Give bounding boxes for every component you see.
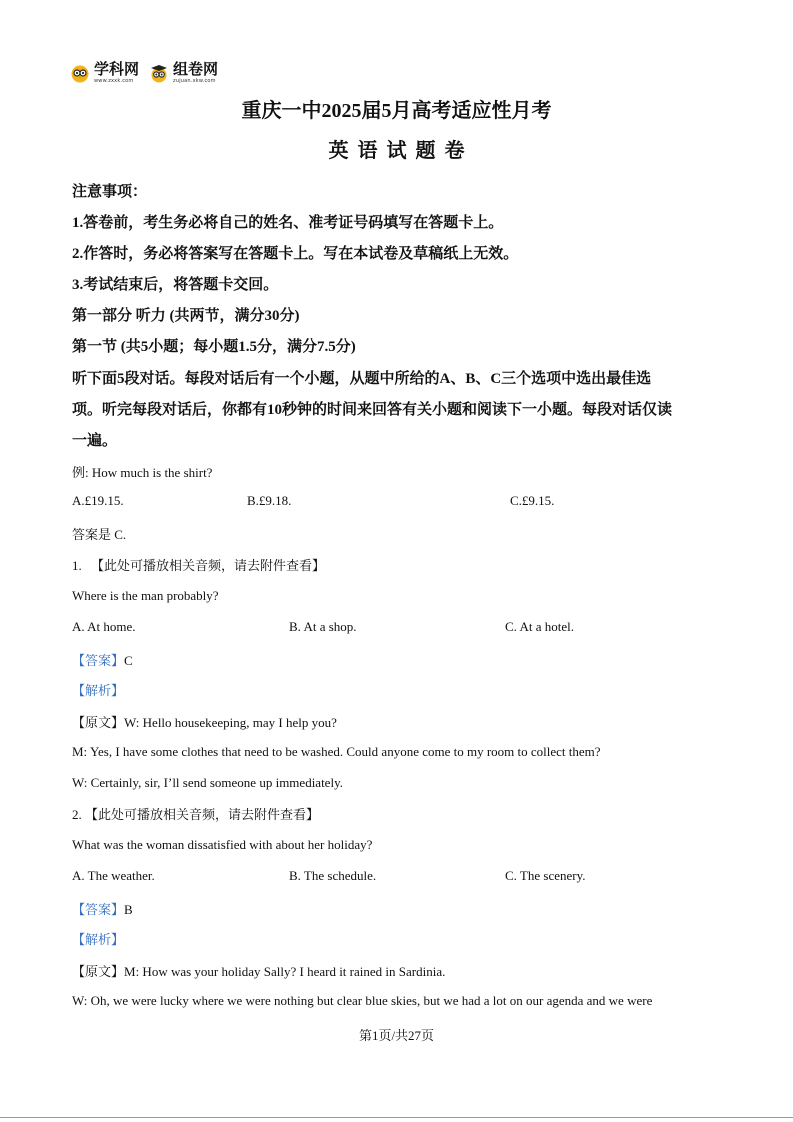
- logo-name: 组卷网: [173, 60, 219, 78]
- answer-label: 【答案】: [72, 902, 125, 917]
- question-header: [72, 555, 325, 574]
- transcript-label: 【原文】: [72, 715, 125, 730]
- transcript-line: W: Oh, we were lucky where we were nothing but clear blue skies, but we had a lot on our agenda and we were: [72, 993, 653, 1008]
- logo-url: www.zxxk.com: [94, 78, 134, 84]
- question-text: Where is the man probably?: [72, 588, 219, 603]
- example-question: 例: How much is the shirt?: [72, 465, 213, 480]
- question-header: [72, 804, 319, 823]
- audio-note: 【此处可播放相关音频，请去附件查看】: [85, 807, 320, 822]
- instruction-line: 项。听完每段对话后，你都有10秒钟的时间来回答有关小题和阅读下一小题。每段对话仅读: [72, 402, 673, 418]
- page-number: 第1页/共27页: [358, 1028, 435, 1043]
- notice-item: 3.考试结束后，将答题卡交回。: [72, 277, 279, 293]
- answer-line: [72, 650, 133, 669]
- question-number: 1.: [72, 558, 82, 573]
- question-number: 2.: [72, 807, 82, 822]
- transcript-label: 【原文】: [72, 964, 125, 979]
- transcript-text: M: How was your holiday Sally? I heard it rained in Sardinia.: [124, 964, 446, 979]
- example-option-c: C.£9.15.: [510, 493, 555, 508]
- answer-value: B: [124, 902, 133, 917]
- analysis-label: 【解析】: [72, 683, 125, 698]
- exam-title: 重庆一中2025届5月高考适应性月考: [241, 100, 552, 122]
- option-a: A. At home.: [72, 619, 136, 634]
- option-a: A. The weather.: [72, 868, 155, 883]
- instruction-line: 听下面5段对话。每段对话后有一个小题，从题中所给的A、B、C三个选项中选出最佳选: [72, 371, 652, 387]
- analysis-label: 【解析】: [72, 932, 125, 947]
- option-c: C. At a hotel.: [505, 619, 574, 634]
- example-answer: 答案是 C.: [72, 527, 127, 542]
- logo-url: zujuan.xkw.com: [173, 78, 216, 84]
- answer-line: [72, 899, 133, 918]
- logo-row: [70, 58, 218, 88]
- section-heading: 第一节 (共5小题；每小题1.5分，满分7.5分): [72, 339, 356, 355]
- part-heading: 第一部分 听力 (共两节，满分30分): [72, 308, 300, 324]
- owl-cap-logo-icon: [149, 63, 169, 83]
- exam-subject: 英语试题卷: [328, 140, 474, 162]
- audio-note: 【此处可播放相关音频，请去附件查看】: [91, 558, 326, 573]
- logo-name: 学科网: [94, 60, 140, 78]
- option-c: C. The scenery.: [505, 868, 586, 883]
- transcript-line: [72, 712, 337, 731]
- page-divider: [0, 1117, 793, 1118]
- logo-zujuanwang: [149, 62, 218, 84]
- notice-heading: 注意事项：: [72, 184, 148, 200]
- transcript-text: W: Hello housekeeping, may I help you?: [124, 715, 337, 730]
- option-b: B. At a shop.: [289, 619, 357, 634]
- transcript-line: [72, 961, 445, 980]
- transcript-line: W: Certainly, sir, I’ll send someone up immediately.: [72, 775, 343, 790]
- notice-item: 2.作答时，务必将答案写在答题卡上。写在本试卷及草稿纸上无效。: [72, 246, 519, 262]
- example-option-a: A.£19.15.: [72, 493, 124, 508]
- answer-value: C: [124, 653, 133, 668]
- option-b: B. The schedule.: [289, 868, 377, 883]
- question-text: What was the woman dissatisfied with about her holiday?: [72, 837, 373, 852]
- instruction-line: 一遍。: [72, 433, 118, 449]
- notice-item: 1.答卷前，考生务必将自己的姓名、准考证号码填写在答题卡上。: [72, 215, 504, 231]
- answer-label: 【答案】: [72, 653, 125, 668]
- example-option-b: B.£9.18.: [247, 493, 292, 508]
- transcript-line: M: Yes, I have some clothes that need to be washed. Could anyone come to my room to collect them?: [72, 744, 601, 759]
- owl-logo-icon: [70, 63, 90, 83]
- logo-xuekewang: [70, 62, 139, 84]
